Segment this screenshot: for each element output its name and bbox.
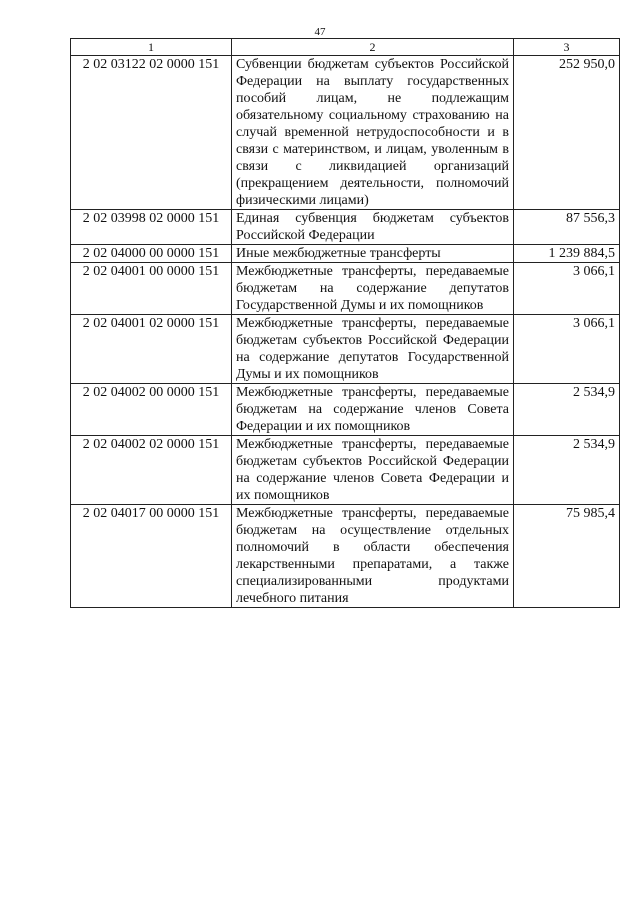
budget-code: 2 02 04002 02 0000 151	[71, 436, 232, 505]
budget-amount: 2 534,9	[514, 384, 620, 436]
table-row	[71, 56, 620, 210]
budget-code: 2 02 04001 00 0000 151	[71, 263, 232, 315]
budget-amount: 1 239 884,5	[514, 245, 620, 263]
budget-description: Межбюджетные трансферты, передаваемые бюджетам субъектов Российской Федерации на содержание депутатов Государственной Думы и их помощников	[232, 315, 514, 384]
budget-code: 2 02 04000 00 0000 151	[71, 245, 232, 263]
budget-amount: 2 534,9	[514, 436, 620, 505]
budget-description: Межбюджетные трансферты, передаваемые бюджетам субъектов Российской Федерации на содержание членов Совета Федерации и их помощников	[232, 436, 514, 505]
budget-description: Межбюджетные трансферты, передаваемые бюджетам на осуществление отдельных полномочий в области обеспечения лекарственными препаратами, а также специализированными продуктами лечебного питания	[232, 505, 514, 608]
budget-code: 2 02 04017 00 0000 151	[71, 505, 232, 608]
table-header-row	[71, 39, 620, 56]
page-number: 47	[314, 26, 326, 38]
budget-description: Межбюджетные трансферты, передаваемые бюджетам на содержание членов Совета Федерации и их помощников	[232, 384, 514, 436]
table-row	[71, 245, 620, 263]
table-row	[71, 263, 620, 315]
budget-code: 2 02 04001 02 0000 151	[71, 315, 232, 384]
budget-code: 2 02 03122 02 0000 151	[71, 56, 232, 210]
budget-amount: 75 985,4	[514, 505, 620, 608]
budget-table	[70, 38, 620, 608]
budget-description: Иные межбюджетные трансферты	[232, 245, 514, 263]
budget-amount: 3 066,1	[514, 315, 620, 384]
table-row	[71, 210, 620, 245]
table-row	[71, 384, 620, 436]
budget-amount: 3 066,1	[514, 263, 620, 315]
column-header-code: 1	[71, 39, 232, 56]
budget-amount: 252 950,0	[514, 56, 620, 210]
table-row	[71, 436, 620, 505]
budget-amount: 87 556,3	[514, 210, 620, 245]
budget-description: Субвенции бюджетам субъектов Российской Федерации на выплату государственных пособий лицам, не подлежащим обязательному социальному страхованию на случай временной нетрудоспособности и в связи с материнством, и лицам, уволенным в связи с ликвидацией организаций (прекращением деятельности, полномочий физическими лицами)	[232, 56, 514, 210]
column-header-description: 2	[232, 39, 514, 56]
budget-code: 2 02 03998 02 0000 151	[71, 210, 232, 245]
table-row	[71, 315, 620, 384]
budget-description: Единая субвенция бюджетам субъектов Российской Федерации	[232, 210, 514, 245]
budget-description: Межбюджетные трансферты, передаваемые бюджетам на содержание депутатов Государственной Думы и их помощников	[232, 263, 514, 315]
budget-code: 2 02 04002 00 0000 151	[71, 384, 232, 436]
column-header-amount: 3	[514, 39, 620, 56]
table-row	[71, 505, 620, 608]
